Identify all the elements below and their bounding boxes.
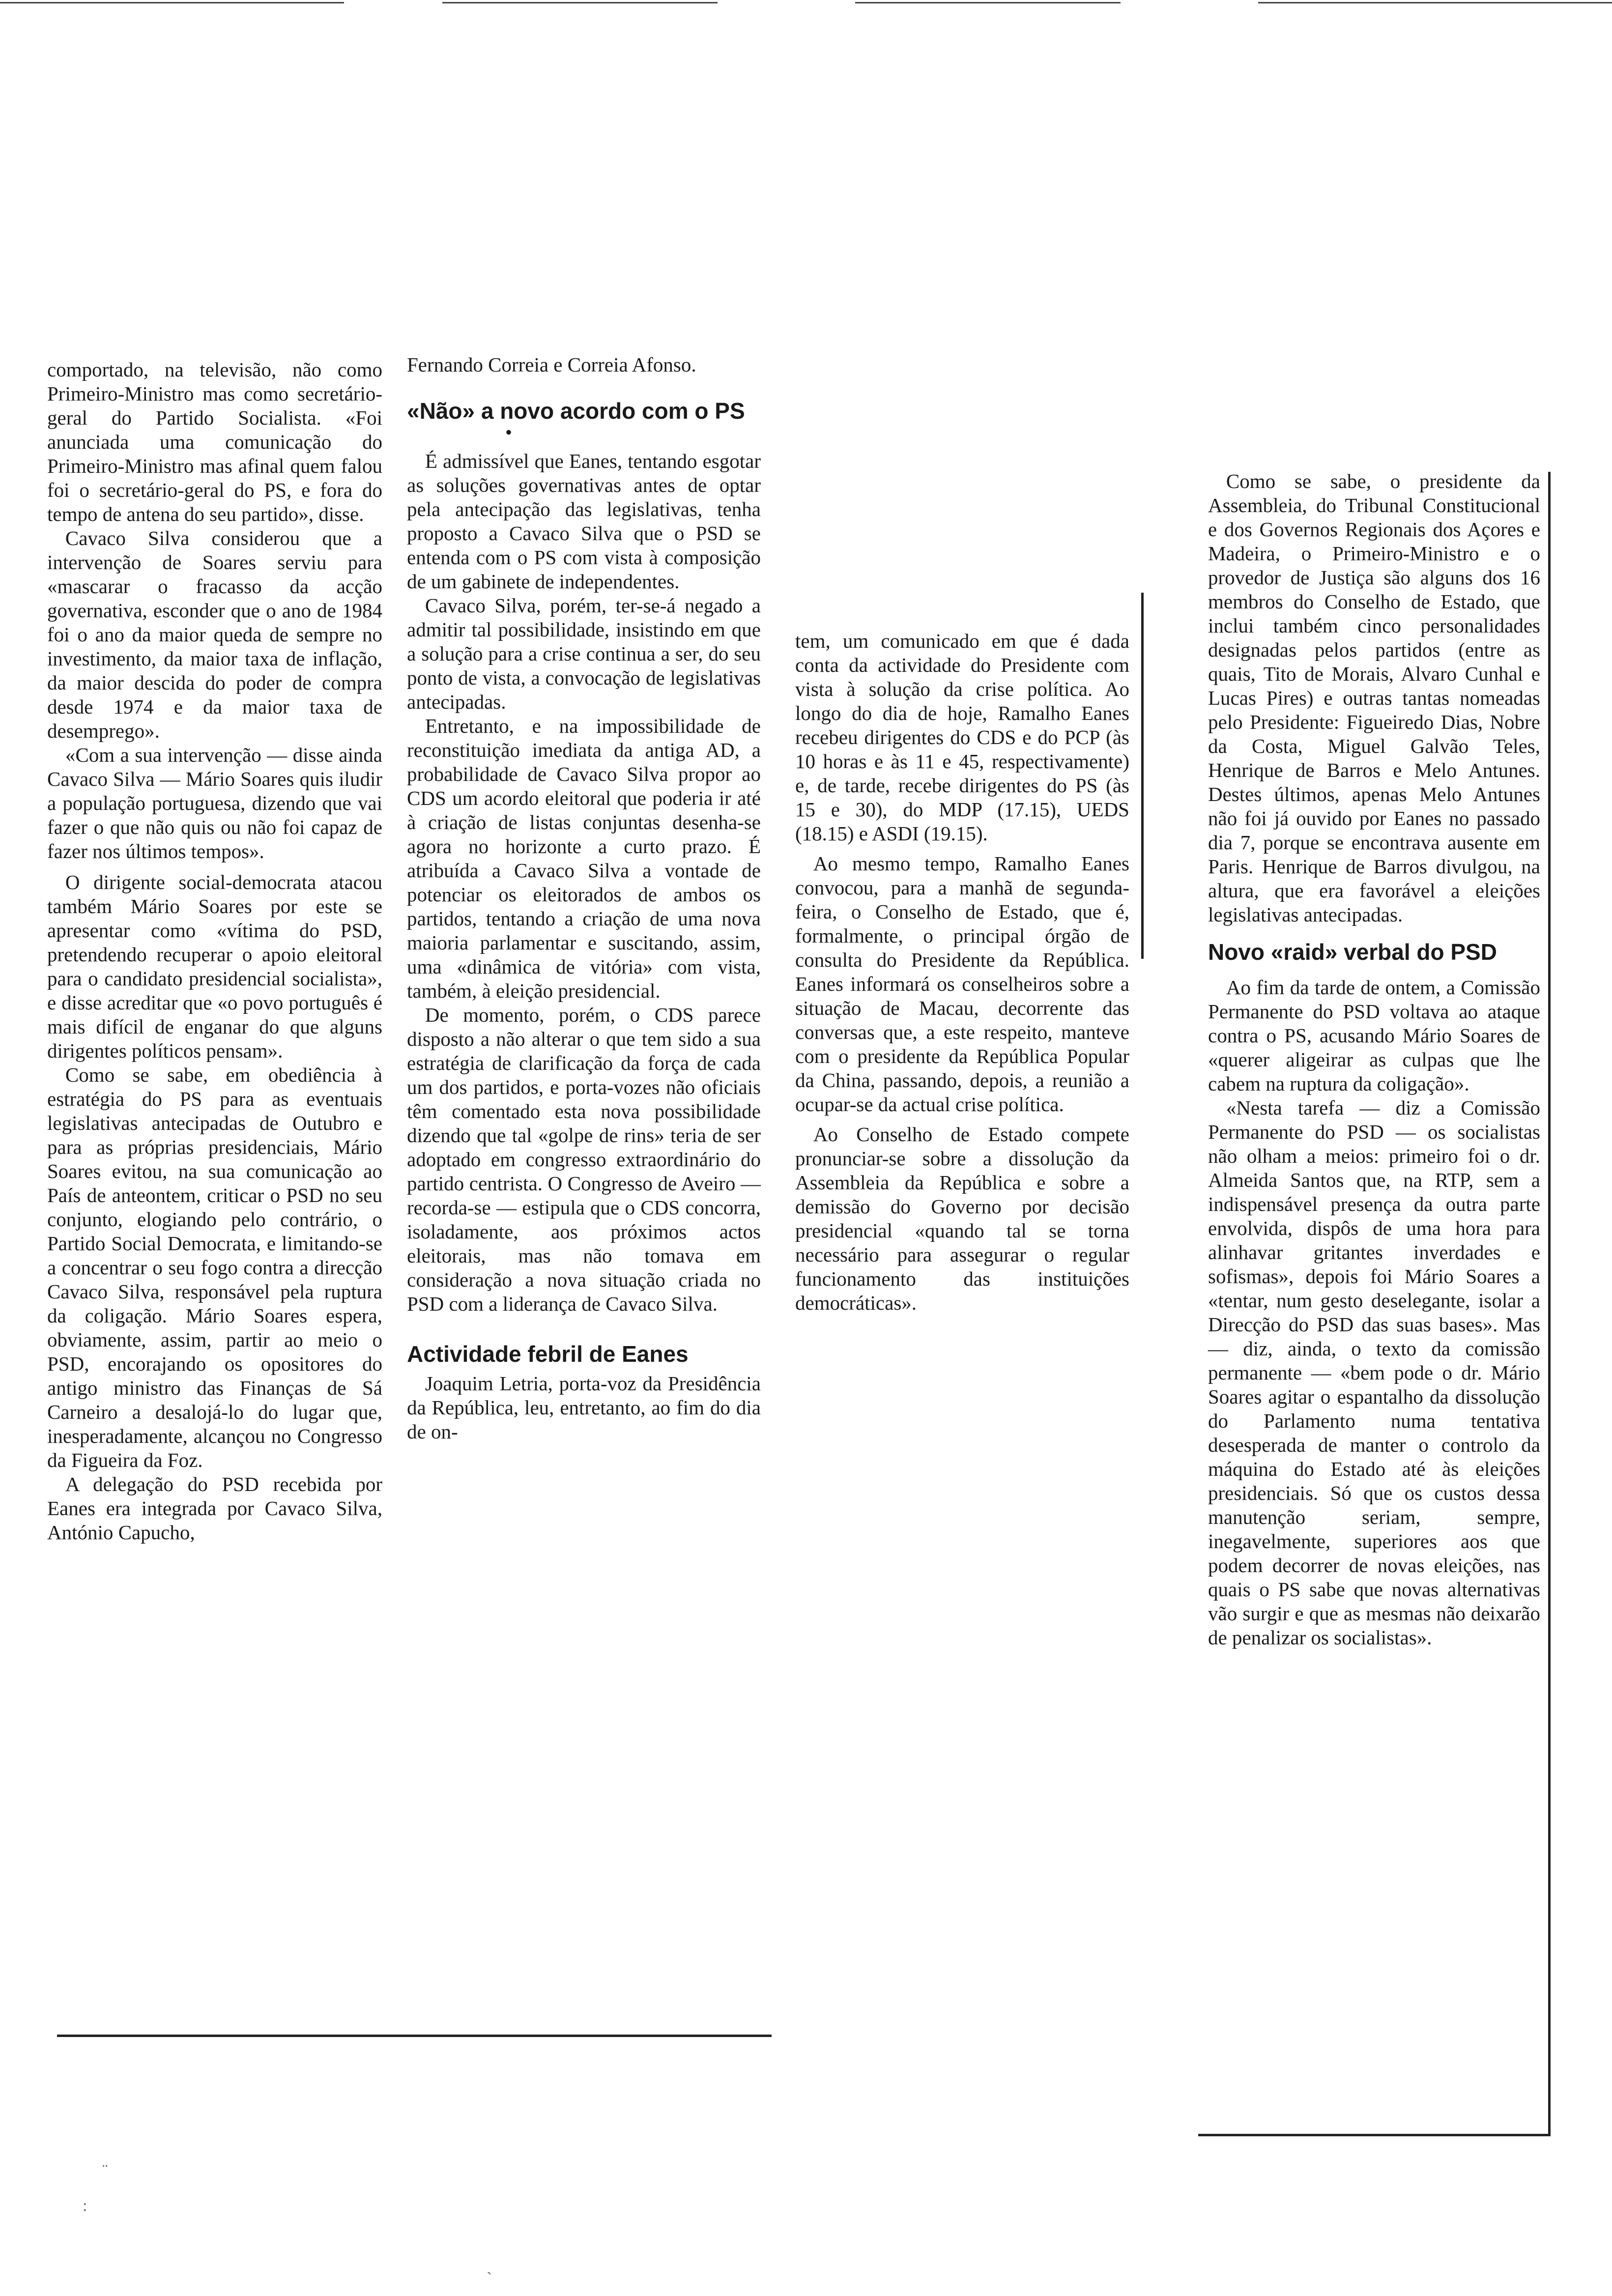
top-edge-line [442, 2, 718, 3]
section-heading: Actividade febril de Eanes [407, 1341, 689, 1367]
column-1 [47, 358, 382, 1545]
article-paragraph: comportado, na televisão, não como Primeiro-Ministro mas como secretário-geral do Partido Socialista. «Foi anunciada uma comunicação do Primeiro-Ministro mas afinal quem falou foi o secretário-geral do PS, e fora do tempo de antena do seu partido», disse. [47, 358, 382, 525]
article-paragraph: tem, um comunicado em que é dada conta da actividade do Presidente com vista à solução da crise política. Ao longo do dia de hoje, Ramalho Eanes recebeu dirigentes do CDS e do PCP (às 10 horas e às 11 e 45, respectivamente) e, de tarde, recebe dirigentes do PS (às 15 e 30), do MDP (17.15), UEDS (18.15) e ASDI (19.15). [795, 630, 1129, 845]
section-heading: Novo «raid» verbal do PSD [1208, 939, 1497, 965]
section-heading: «Não» a novo acordo com o PS [407, 398, 745, 424]
article-paragraph: Joaquim Letria, porta-voz da Presidência da República, leu, entretanto, ao fim do dia de on- [407, 1372, 761, 1443]
article-paragraph: Como se sabe, o presidente da Assembleia, do Tribunal Constitucional e dos Governos Regionais dos Açores e Madeira, o Primeiro-Ministro e o provedor de Justiça são alguns dos 16 membros do Conselho de Estado, que inclui também cinco personalidades designadas pelos partidos (entre as quais, Tito de Morais, Alvaro Cunhal e Lucas Pires) e outras tantas nomeadas pelo Presidente: Figueiredo Dias, Nobre da Costa, Miguel Galvão Teles, Henrique de Barros e Melo Antunes. Destes últimos, apenas Melo Antunes não foi já ouvido por Eanes no passado dia 7, porque se encontrava ausente em Paris. Henrique de Barros divulgou, na altura, que era favorável a eleições legislativas antecipadas. [1208, 470, 1540, 926]
article-paragraph: Ao Conselho de Estado compete pronunciar-se sobre a dissolução da Assembleia da República e sobre a demissão do Governo por decisão presidencial «quando tal se torna necessário para assegurar o regular funcionamento das instituições democráticas». [795, 1123, 1129, 1314]
column-rule [1141, 593, 1144, 959]
article-paragraph: Entretanto, e na impossibilidade de reconstituição imediata da antiga AD, a probabilidade de Cavaco Silva propor ao CDS um acordo eleitoral que poderia ir até à criação de listas conjuntas desenha-se agora no horizonte a curto prazo. É atribuída a Cavaco Silva a vontade de potenciar os eleitorados de ambos os partidos, tentando a criação de uma nova maioria parlamentar e suscitando, assim, uma «dinâmica de vitória» com vista, também, à eleição presidencial. [407, 715, 761, 1002]
column-rule [1548, 472, 1551, 2135]
scan-speck: ¨ [102, 2161, 108, 2180]
column-3 [795, 629, 1129, 1315]
article-paragraph: Como se sabe, em obediência à estratégia do PS para as eventuais legislativas antecipadas de Outubro e para as próprias presidenciais, Mário Soares evitou, na sua comunicação ao País de anteontem, criticar o PSD no seu conjunto, elogiando pelo contrário, o Partido Social Democrata, e limitando-se a concentrar o seu fogo contra a direcção Cavaco Silva, responsável pela ruptura da coligação. Mário Soares espera, obviamente, assim, partir ao meio o PSD, encorajando os opositores do antigo ministro das Finanças de Sá Carneiro a desalojá-lo do lugar que, inesperadamente, alcançou no Congresso da Figueira da Foz. [47, 1063, 382, 1471]
top-edge-line [0, 2, 344, 3]
top-edge-line [855, 2, 1121, 3]
bullet-mark: • [505, 421, 513, 443]
article-paragraph: Ao fim da tarde de ontem, a Comissão Permanente do PSD voltava ao ataque contra o PS, acusando Mário Soares de «querer aligeirar as culpas que lhe cabem na ruptura da coligação». [1208, 976, 1540, 1095]
bottom-rule [1198, 2134, 1551, 2136]
article-paragraph: Fernando Correia e Correia Afonso. [407, 353, 696, 376]
column-4 [1208, 469, 1540, 1650]
article-paragraph: Ao mesmo tempo, Ramalho Eanes convocou, para a manhã de segunda-feira, o Conselho de Estado, que é, formalmente, o principal órgão de consulta do Presidente da República. Eanes informará os conselheiros sobre a situação de Macau, decorrente das conversas que, a este respeito, manteve com o presidente da República Popular da China, passando, depois, a reunião a ocupar-se da actual crise política. [795, 852, 1129, 1116]
bottom-rule [57, 2035, 772, 2037]
column-2 [407, 353, 761, 1444]
article-paragraph: «Com a sua intervenção — disse ainda Cavaco Silva — Mário Soares quis iludir a população portuguesa, dizendo que vai fazer o que não quis ou não foi capaz de fazer nos últimos tempos». [47, 744, 382, 862]
scan-speck: : [83, 2197, 87, 2215]
article-paragraph: De momento, porém, o CDS parece disposto a não alterar o que tem sido a sua estratégia de clarificação da força de cada um dos partidos, e porta-vozes não oficiais têm comentado esta nova possibilidade dizendo que tal «golpe de rins» teria de ser adoptado em congresso extraordinário do partido centrista. O Congresso de Aveiro — recorda-se — estipula que o CDS concorra, isoladamente, aos próximos actos eleitorais, mas não tomava em consideração a nova situação criada no PSD com a liderança de Cavaco Silva. [407, 1004, 761, 1315]
top-edge-line [1258, 2, 1612, 3]
article-paragraph: Cavaco Silva considerou que a intervenção de Soares serviu para «mascarar o fracasso da acção governativa, esconder que o ano de 1984 foi o ano da maior queda de sempre no investimento, da maior taxa de inflação, da maior descida do poder de compra desde 1974 e da maior taxa de desemprego». [47, 527, 382, 742]
article-paragraph: Cavaco Silva, porém, ter-se-á negado a admitir tal possibilidade, insistindo em que a solução para a crise continua a ser, do seu ponto de vista, a convocação de legislativas antecipadas. [407, 594, 761, 713]
article-paragraph: O dirigente social-democrata atacou também Mário Soares por este se apresentar como «vítima do PSD, pretendendo recuperar o apoio eleitoral para o candidato presidencial socialista», e disse acreditar que «o povo português é mais difícil de enganar do que alguns dirigentes políticos pensam». [47, 871, 382, 1062]
article-paragraph: «Nesta tarefa — diz a Comissão Permanente do PSD — os socialistas não olham a meios: primeiro foi o dr. Almeida Santos que, na RTP, sem a indispensável presença da outra parte envolvida, dispôs de uma hora para alinhavar gritantes inverdades e sofismas», depois foi Mário Soares a «tentar, num gesto deselegante, isolar a Direcção do PSD das suas bases». Mas — diz, ainda, o texto da comissão permanente — «bem pode o dr. Mário Soares agitar o espantalho da dissolução do Parlamento numa tentativa desesperada de manter o controlo da máquina do Estado até às eleições presidenciais. Só que os custos dessa manutenção seriam, sempre, inegavelmente, superiores aos que podem decorrer de novas eleições, nas quais o PS sabe que novas alternativas vão surgir e que as mesmas não deixarão de penalizar os socialistas». [1208, 1096, 1540, 1649]
article-paragraph: É admissível que Eanes, tentando esgotar as soluções governativas antes de optar pela antecipação das legislativas, tenha proposto a Cavaco Silva que o PSD se entenda com o PS com vista à composição de um gabinete de independentes. [407, 450, 761, 593]
scan-speck: ` [487, 2269, 492, 2288]
article-paragraph: A delegação do PSD recebida por Eanes era integrada por Cavaco Silva, António Capucho, [47, 1473, 382, 1544]
